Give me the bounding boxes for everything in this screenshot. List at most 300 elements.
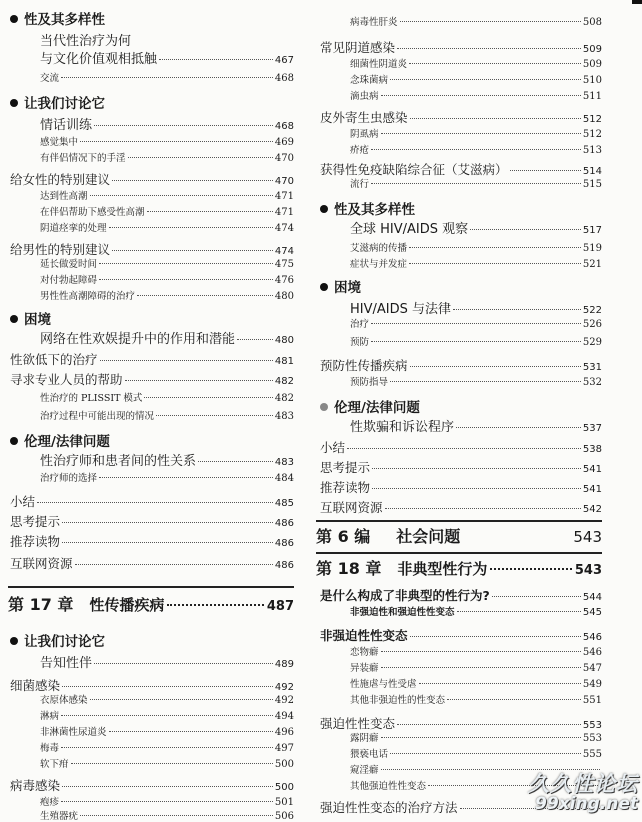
toc-entry[interactable] [10, 370, 294, 388]
toc-entry-title: 其他强迫性性变态 [350, 781, 427, 792]
toc-entry[interactable] [320, 126, 602, 140]
leader-dots [409, 263, 581, 264]
bullet-icon [10, 15, 18, 23]
toc-entry[interactable] [320, 458, 602, 476]
section-heading [10, 430, 294, 450]
toc-entry-page: 529 [582, 337, 602, 348]
toc-entry-page: 508 [582, 17, 602, 28]
toc-entry-page: 541 [582, 484, 602, 495]
section-heading-text: 困境 [24, 312, 51, 328]
toc-entry[interactable] [320, 478, 602, 496]
leader-dots [237, 339, 273, 340]
leader-dots [347, 448, 581, 449]
toc-entry-page: 468 [274, 121, 294, 132]
toc-entry[interactable] [10, 776, 294, 794]
toc-entry-title: 推荐读物 [320, 480, 371, 495]
toc-entry-page: 474 [274, 246, 294, 257]
leader-dots [409, 247, 581, 248]
toc-entry-title: 窥淫癖 [350, 765, 379, 776]
leader-dots [372, 468, 581, 469]
bullet-icon [320, 205, 328, 213]
toc-entry-page: 500 [274, 782, 294, 793]
toc-entry-title: 预防 [350, 337, 370, 348]
toc-entry-page: 522 [582, 305, 602, 316]
toc-entry-title: 情话训练 [40, 118, 93, 133]
toc-entry-page: 483 [274, 457, 294, 468]
toc-entry[interactable] [10, 188, 294, 202]
leader-dots [112, 250, 273, 251]
toc-entry[interactable] [320, 176, 602, 190]
toc-entry-page: 471 [274, 207, 294, 218]
toc-entry[interactable] [320, 676, 602, 690]
toc-entry-page: 475 [274, 259, 294, 270]
toc-entry[interactable] [10, 272, 294, 286]
toc-entry-page: 551 [582, 695, 602, 706]
toc-entry[interactable] [10, 512, 294, 530]
toc-entry-title: 非强迫性性变态 [320, 628, 408, 643]
toc-entry-page: 482 [274, 393, 294, 404]
toc-entry-title: 常见阴道感染 [320, 40, 396, 55]
bullet-icon [10, 315, 18, 323]
leader-dots [492, 596, 581, 597]
leader-dots [62, 786, 273, 787]
leader-dots [390, 381, 581, 382]
toc-entry-title: 阴道痉挛的处理 [40, 223, 107, 234]
toc-entry-title: 预防性传播疾病 [320, 358, 408, 373]
toc-entry[interactable] [10, 470, 294, 484]
toc-entry-page: 470 [274, 153, 294, 164]
toc-entry-page: 538 [582, 444, 602, 455]
toc-entry[interactable] [320, 498, 602, 516]
toc-entry[interactable] [10, 708, 294, 722]
toc-entry-title: 性治疗的 PLISSIT 模式 [40, 393, 143, 404]
toc-entry[interactable] [10, 328, 294, 347]
chapter-title: 性传播疾病 [89, 596, 165, 614]
toc-entry-page: 496 [274, 727, 294, 738]
leader-dots [109, 227, 273, 228]
bullet-icon [10, 637, 18, 645]
leader-dots [456, 427, 581, 428]
toc-entry-page: 467 [274, 55, 294, 66]
toc-entry-title: 衣原体感染 [40, 695, 88, 706]
leader-dots [61, 801, 273, 802]
toc-entry[interactable] [320, 38, 602, 56]
part-number: 第 6 编 [316, 527, 371, 546]
toc-entry-title: 互联网资源 [320, 500, 383, 515]
leader-dots [167, 604, 263, 606]
toc-entry[interactable] [320, 356, 602, 374]
leader-dots [90, 195, 273, 196]
toc-entry[interactable] [320, 316, 602, 330]
toc-entry-title: HIV/AIDS 与法律 [350, 302, 452, 317]
toc-entry-title: 有伴侣情况下的手淫 [40, 153, 126, 164]
toc-entry[interactable] [320, 374, 602, 388]
toc-entry-title: 思考提示 [10, 514, 61, 529]
leader-dots [109, 731, 273, 732]
toc-entry[interactable] [320, 692, 602, 706]
leader-dots [112, 180, 273, 181]
leader-dots [447, 699, 581, 700]
toc-entry-title: 露阴癖 [350, 733, 379, 744]
toc-entry-title: 思考提示 [320, 460, 371, 475]
leader-dots [90, 699, 273, 700]
toc-entry-title: 全球 HIV/AIDS 观察 [350, 222, 469, 237]
leader-dots [75, 564, 273, 565]
toc-entry-page: 486 [274, 560, 294, 571]
leader-dots [99, 279, 273, 280]
toc-entry-page: 542 [582, 504, 602, 515]
toc-entry[interactable] [320, 108, 602, 126]
leader-dots [381, 95, 581, 96]
leader-dots [94, 663, 273, 664]
leader-dots [410, 118, 581, 119]
leader-dots [381, 133, 581, 134]
toc-entry-title: 病毒感染 [10, 778, 61, 793]
toc-entry-title: 强迫性性变态的治疗方法 [320, 800, 458, 815]
section-heading [320, 198, 602, 218]
toc-entry[interactable] [10, 170, 294, 188]
toc-entry[interactable] [10, 794, 294, 808]
toc-entry[interactable] [10, 554, 294, 572]
toc-entry[interactable] [10, 652, 294, 671]
leader-dots [470, 229, 581, 230]
leader-dots [159, 59, 273, 60]
toc-entry[interactable] [320, 298, 602, 317]
section-heading-text: 伦理/法律问题 [24, 434, 110, 450]
toc-entry-title: 性治疗师和患者间的性关系 [40, 454, 197, 469]
toc-entry-title: 网络在性欢娱提升中的作用和潜能 [40, 332, 236, 347]
leader-dots [409, 63, 581, 64]
toc-entry-page: 484 [274, 473, 294, 484]
toc-entry-title: 症状与并发症 [350, 259, 408, 270]
leader-dots [381, 667, 581, 668]
toc-entry-page: 481 [274, 356, 294, 367]
section-heading [10, 630, 294, 650]
toc-entry-page: 468 [274, 73, 294, 84]
leader-dots [410, 366, 581, 367]
toc-entry[interactable] [10, 532, 294, 550]
toc-entry[interactable] [320, 586, 602, 604]
toc-entry-page: 512 [582, 114, 602, 125]
toc-entry[interactable] [10, 692, 294, 706]
leader-dots [371, 323, 581, 324]
toc-entry-page: 553 [582, 733, 602, 744]
leader-dots [510, 170, 581, 171]
toc-entry-title: 寻求专业人员的帮助 [10, 372, 123, 387]
leader-dots [385, 508, 581, 509]
toc-entry-page: 486 [274, 518, 294, 529]
toc-entry-title: 念珠菌病 [350, 75, 389, 86]
leader-dots [410, 636, 581, 637]
toc-entry[interactable] [10, 204, 294, 218]
toc-entry[interactable] [320, 730, 602, 744]
toc-entry[interactable] [10, 30, 294, 49]
toc-entry-page: 544 [582, 592, 602, 603]
section-heading-text: 困境 [334, 280, 361, 296]
bullet-icon [10, 437, 18, 445]
leader-dots [400, 21, 581, 22]
toc-entry-title: 交流 [40, 73, 60, 84]
leader-dots [381, 737, 581, 738]
bullet-icon [320, 283, 328, 291]
part-title: 社会问题 [396, 527, 461, 546]
toc-entry-title: 对付勃起障碍 [40, 275, 98, 286]
toc-entry[interactable] [10, 492, 294, 510]
toc-entry-page: 501 [274, 797, 294, 808]
watermark-line-2: 99xing.net [535, 794, 638, 814]
leader-dots [390, 79, 581, 80]
section-heading-text: 性及其多样性 [334, 202, 415, 218]
toc-entry-title: 告知性伴 [40, 656, 93, 671]
toc-entry[interactable] [10, 150, 294, 164]
toc-entry-title: 小结 [10, 494, 36, 509]
toc-entry-page: 515 [582, 179, 602, 190]
leader-dots [490, 568, 571, 570]
toc-entry-title: 预防指导 [350, 377, 389, 388]
toc-entry-page: 553 [582, 720, 602, 731]
toc-entry-page: 519 [582, 243, 602, 254]
toc-entry-title: 非强迫性和强迫性性变态 [350, 607, 455, 618]
leader-dots [371, 341, 581, 342]
toc-entry-title: 感觉集中 [40, 137, 79, 148]
leader-dots [62, 542, 273, 543]
toc-entry-title: 互联网资源 [10, 556, 73, 571]
toc-entry-title: 治疗师的选择 [40, 473, 98, 484]
toc-entry-title: 滴虫病 [350, 91, 379, 102]
leader-dots [381, 651, 581, 652]
toc-entry-page: 509 [582, 59, 602, 70]
toc-entry[interactable] [10, 408, 294, 422]
leader-dots [61, 77, 273, 78]
toc-entry[interactable] [320, 334, 602, 348]
toc-entry[interactable] [10, 724, 294, 738]
leader-dots [71, 763, 273, 764]
toc-entry[interactable] [10, 756, 294, 770]
leader-dots [198, 461, 273, 462]
toc-entry-title: 阴虱病 [350, 129, 379, 140]
toc-entry-title: 当代性治疗为何 [40, 34, 132, 49]
toc-entry[interactable] [10, 220, 294, 234]
toc-entry[interactable] [10, 134, 294, 148]
toc-entry-page: 506 [274, 811, 294, 822]
page-number: 543 [573, 528, 602, 546]
toc-entry-title: 是什么构成了非典型的性行为? [320, 588, 490, 603]
toc-entry-page: 510 [582, 75, 602, 86]
leader-dots [62, 522, 273, 523]
watermark-line-1: 久久性论坛 [528, 772, 638, 796]
toc-entry-page: 486 [274, 538, 294, 549]
leader-dots [100, 360, 273, 361]
toc-entry[interactable] [320, 56, 602, 70]
toc-entry-title: 性施虐与性受虐 [350, 679, 417, 690]
toc-entry[interactable] [320, 218, 602, 237]
leader-dots [37, 502, 273, 503]
toc-entry-page: 471 [274, 191, 294, 202]
chapter-title: 非典型性行为 [397, 560, 488, 578]
toc-entry-page: 547 [582, 663, 602, 674]
toc-entry-title: 治疗过程中可能出现的情况 [40, 411, 155, 422]
page-number: 487 [266, 599, 294, 614]
toc-entry-title: 强迫性性变态 [320, 716, 396, 731]
toc-entry[interactable] [320, 240, 602, 254]
chapter-rule [316, 552, 602, 554]
toc-entry-title: 在伴侣帮助下感受性高潮 [40, 207, 145, 218]
section-heading [10, 8, 294, 28]
leader-dots [156, 415, 273, 416]
leader-dots [397, 724, 581, 725]
chapter-rule [8, 586, 294, 588]
leader-dots [94, 125, 273, 126]
leader-dots [99, 263, 273, 264]
toc-entry-title: 男性性高潮障碍的治疗 [40, 291, 136, 302]
toc-entry-title: 猥亵电话 [350, 749, 389, 760]
page-number: 543 [574, 563, 602, 578]
toc-entry-page: 482 [274, 376, 294, 387]
toc-entry-page: 500 [274, 759, 294, 770]
leader-dots [371, 183, 581, 184]
toc-entry-page: 513 [582, 145, 602, 156]
bullet-icon [320, 403, 328, 411]
toc-entry-page: 480 [274, 291, 294, 302]
toc-entry[interactable] [320, 438, 602, 456]
leader-dots [99, 477, 273, 478]
toc-entry-title: 达到性高潮 [40, 191, 88, 202]
toc-entry-title: 异装癖 [350, 663, 379, 674]
toc-entry-page: 480 [274, 335, 294, 346]
watermark-logo [528, 768, 638, 814]
toc-entry[interactable] [320, 14, 602, 28]
leader-dots [61, 747, 273, 748]
toc-entry-title: 治疗 [350, 319, 370, 330]
toc-entry-title: 艾滋病的传播 [350, 243, 408, 254]
leader-dots [144, 397, 272, 398]
toc-entry[interactable] [320, 416, 602, 435]
toc-entry-page: 483 [274, 411, 294, 422]
chapter-number: 第 18 章 [316, 559, 382, 578]
toc-entry[interactable] [320, 626, 602, 644]
toc-entry-title: 给女性的特别建议 [10, 172, 111, 187]
section-heading-text: 让我们讨论它 [24, 634, 105, 650]
toc-entry-title: 细菌感染 [10, 678, 61, 693]
toc-entry-title: 性欲低下的治疗 [10, 352, 98, 367]
chapter-number: 第 17 章 [8, 595, 74, 614]
leader-dots [62, 686, 273, 687]
toc-entry-title: 细菌性阴道炎 [350, 59, 408, 70]
toc-entry-page: 476 [274, 275, 294, 286]
toc-entry-title: 获得性免疫缺陷综合征（艾滋病） [320, 162, 508, 177]
toc-entry-page: 511 [582, 91, 602, 102]
toc-entry[interactable] [320, 746, 602, 760]
toc-entry-page: 546 [582, 632, 602, 643]
section-heading-text: 伦理/法律问题 [334, 400, 420, 416]
leader-dots [128, 157, 273, 158]
toc-entry-title: 性欺骗和诉讼程序 [350, 420, 455, 435]
toc-entry-page: 526 [582, 319, 602, 330]
toc-entry-page: 521 [582, 259, 602, 270]
leader-dots [453, 309, 581, 310]
toc-entry-title: 恋物癖 [350, 647, 379, 658]
leader-dots [457, 611, 581, 612]
toc-entry-page: 474 [274, 223, 294, 234]
leader-dots [390, 753, 581, 754]
toc-entry-page: 469 [274, 137, 294, 148]
toc-entry-title: 生殖器疣 [40, 811, 79, 822]
section-heading [10, 92, 294, 112]
section-heading [10, 308, 294, 328]
toc-entry[interactable] [320, 72, 602, 86]
toc-entry[interactable] [10, 70, 294, 84]
toc-entry-page: 512 [582, 129, 602, 140]
toc-entry-title: 软下疳 [40, 759, 69, 770]
toc-entry-page: 492 [274, 682, 294, 693]
toc-entry-page: 485 [274, 498, 294, 509]
toc-entry[interactable] [320, 604, 602, 618]
section-heading [320, 396, 602, 416]
leader-dots [372, 488, 581, 489]
toc-entry-page: 517 [582, 225, 602, 236]
toc-entry[interactable] [320, 142, 602, 156]
toc-entry[interactable] [320, 660, 602, 674]
leader-dots [419, 683, 581, 684]
toc-entry-page: 537 [582, 423, 602, 434]
toc-entry-page: 555 [582, 749, 602, 760]
toc-entry-page: 470 [274, 176, 294, 187]
toc-entry[interactable] [10, 740, 294, 754]
toc-entry-page: 489 [274, 659, 294, 670]
toc-entry-title: 病毒性肝炎 [350, 17, 398, 28]
toc-entry[interactable] [10, 450, 294, 469]
toc-entry-title: 流行 [350, 179, 370, 190]
toc-entry[interactable] [320, 644, 602, 658]
toc-entry-title: 梅毒 [40, 743, 60, 754]
toc-entry[interactable] [10, 288, 294, 302]
leader-dots [147, 211, 273, 212]
toc-entry-page: 514 [582, 166, 602, 177]
toc-entry[interactable] [10, 256, 294, 270]
part-rule [316, 520, 602, 522]
toc-entry-title: 推荐读物 [10, 534, 61, 549]
toc-entry[interactable] [10, 48, 294, 67]
leader-dots [397, 48, 581, 49]
toc-entry[interactable] [10, 350, 294, 368]
leader-dots [61, 715, 273, 716]
toc-entry[interactable] [10, 808, 294, 822]
page-corner-mark [632, 0, 642, 4]
toc-entry-page: 497 [274, 743, 294, 754]
toc-entry-title: 淋病 [40, 711, 60, 722]
toc-entry-page: 492 [274, 695, 294, 706]
toc-entry-title: 延长做爱时间 [40, 259, 98, 270]
toc-entry-page: 494 [274, 711, 294, 722]
leader-dots [137, 295, 273, 296]
leader-dots [371, 149, 581, 150]
bullet-icon [10, 99, 18, 107]
toc-entry-page: 532 [582, 377, 602, 388]
toc-entry[interactable] [320, 88, 602, 102]
toc-entry-title: 与文化价值观相抵触 [40, 52, 158, 67]
toc-entry[interactable] [10, 390, 294, 404]
leader-dots [80, 141, 273, 142]
toc-entry-title: 非淋菌性尿道炎 [40, 727, 107, 738]
toc-entry-title: 小结 [320, 440, 346, 455]
toc-entry-title: 疥疮 [350, 145, 370, 156]
toc-entry-page: 531 [582, 362, 602, 373]
toc-entry[interactable] [320, 256, 602, 270]
toc-entry-title: 皮外寄生虫感染 [320, 110, 408, 125]
toc-entry-page: 545 [582, 607, 602, 618]
toc-entry-page: 541 [582, 464, 602, 475]
toc-entry[interactable] [10, 114, 294, 133]
